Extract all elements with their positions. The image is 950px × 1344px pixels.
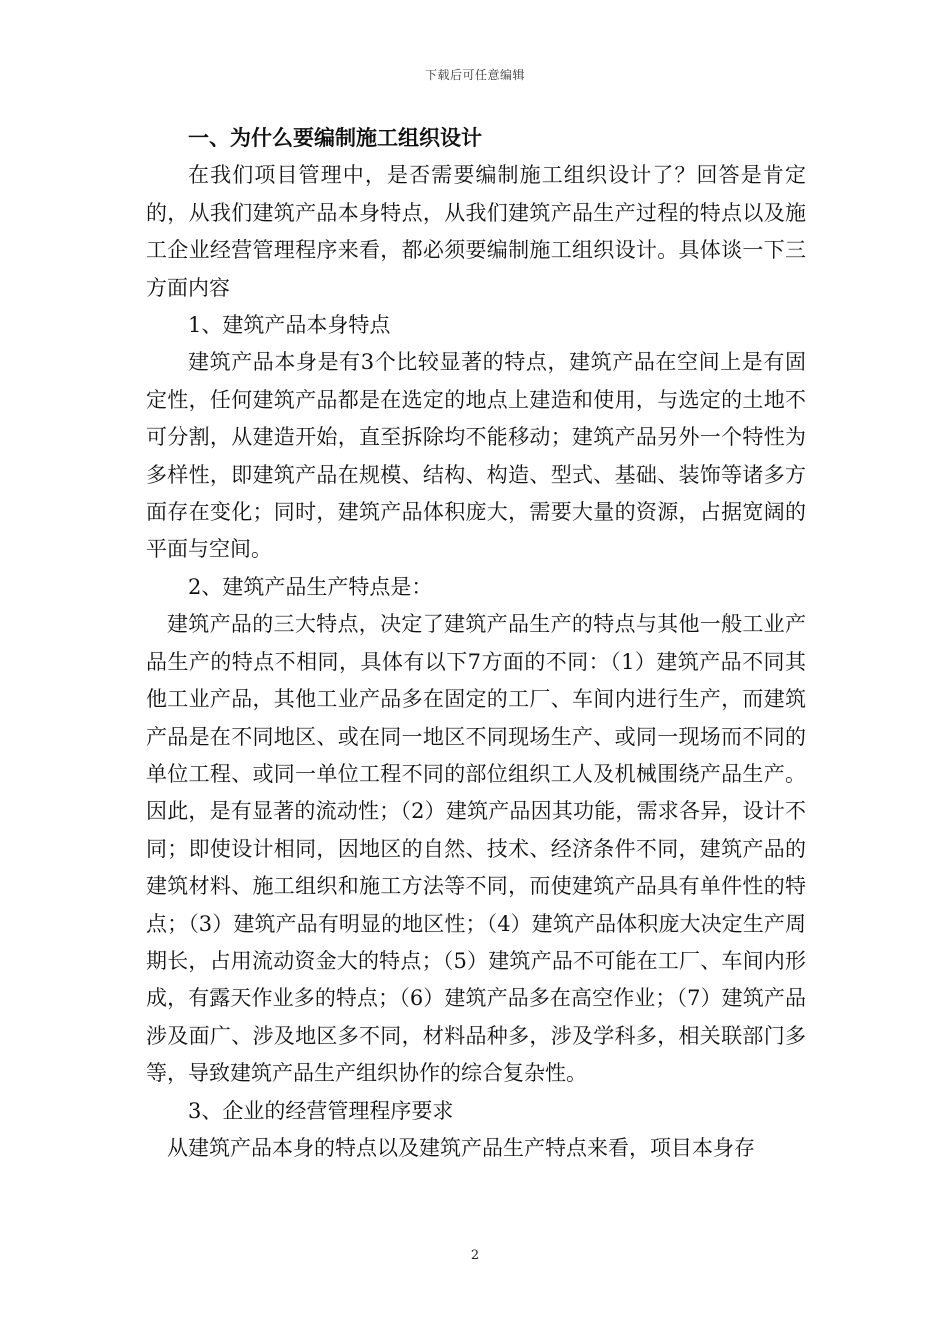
- paragraph-management-requirements: 从建筑产品本身的特点以及建筑产品生产特点来看，项目本身存: [167, 1135, 755, 1160]
- paragraph-production-features: 建筑产品的三大特点，决定了建筑产品生产的特点与其他一般工业产品生产的特点不相同，具体有以下7方面的不同：（1）建筑产品不同其他工业产品，其他工业产品多在固定的工厂、车间内进行生产，而建筑产品是在不同地区、或在同一地区不同现场生产、或同一现场而不同的单位工程、或同一单位工程不同的部位组织工人及机械围绕产品生产。因此，是有显著的流动性；（2）建筑产品因其功能，需求各异，设计不同；即使设计相同，因地区的自然、技术、经济条件不同，建筑产品的建筑材料、施工组织和施工方法等不同，而使建筑产品具有单件性的特点；（3）建筑产品有明显的地区性；（4）建筑产品体积庞大决定生产周期长，占用流动资金大的特点；（5）建筑产品不可能在工厂、车间内形成，有露天作业多的特点；（6）建筑产品多在高空作业；（7）建筑产品涉及面广、涉及地区多不同，材料品种多，涉及学科多，相关联部门多等，导致建筑产品生产组织协作的综合复杂性。: [146, 612, 806, 1086]
- paragraph-intro: 在我们项目管理中，是否需要编制施工组织设计了？回答是肯定的，从我们建筑产品本身特点，从我们建筑产品生产过程的特点以及施工企业经营管理程序来看，都必须要编制施工组织设计。具体谈一下三方面内容: [146, 163, 806, 300]
- page-header: 下载后可任意编辑: [424, 68, 525, 82]
- subheading-production-features: 2、建筑产品生产特点是：: [188, 574, 433, 599]
- document-body: [146, 120, 806, 1167]
- subheading-management-requirements: 3、企业的经营管理程序要求: [188, 1098, 454, 1123]
- subheading-product-features: 1、建筑产品本身特点: [188, 313, 391, 338]
- section-heading: 一、为什么要编制施工组织设计: [188, 126, 482, 150]
- paragraph-product-features: 建筑产品本身是有3个比较显著的特点，建筑产品在空间上是有固定性，任何建筑产品都是在选定的地点上建造和使用，与选定的土地不可分割，从建造开始，直至拆除均不能移动；建筑产品另外一个特性为多样性，即建筑产品在规模、结构、构造、型式、基础、装饰等诸多方面存在变化；同时，建筑产品体积庞大，需要大量的资源，占据宽阔的平面与空间。: [146, 350, 806, 562]
- page-number: 2: [470, 1248, 480, 1263]
